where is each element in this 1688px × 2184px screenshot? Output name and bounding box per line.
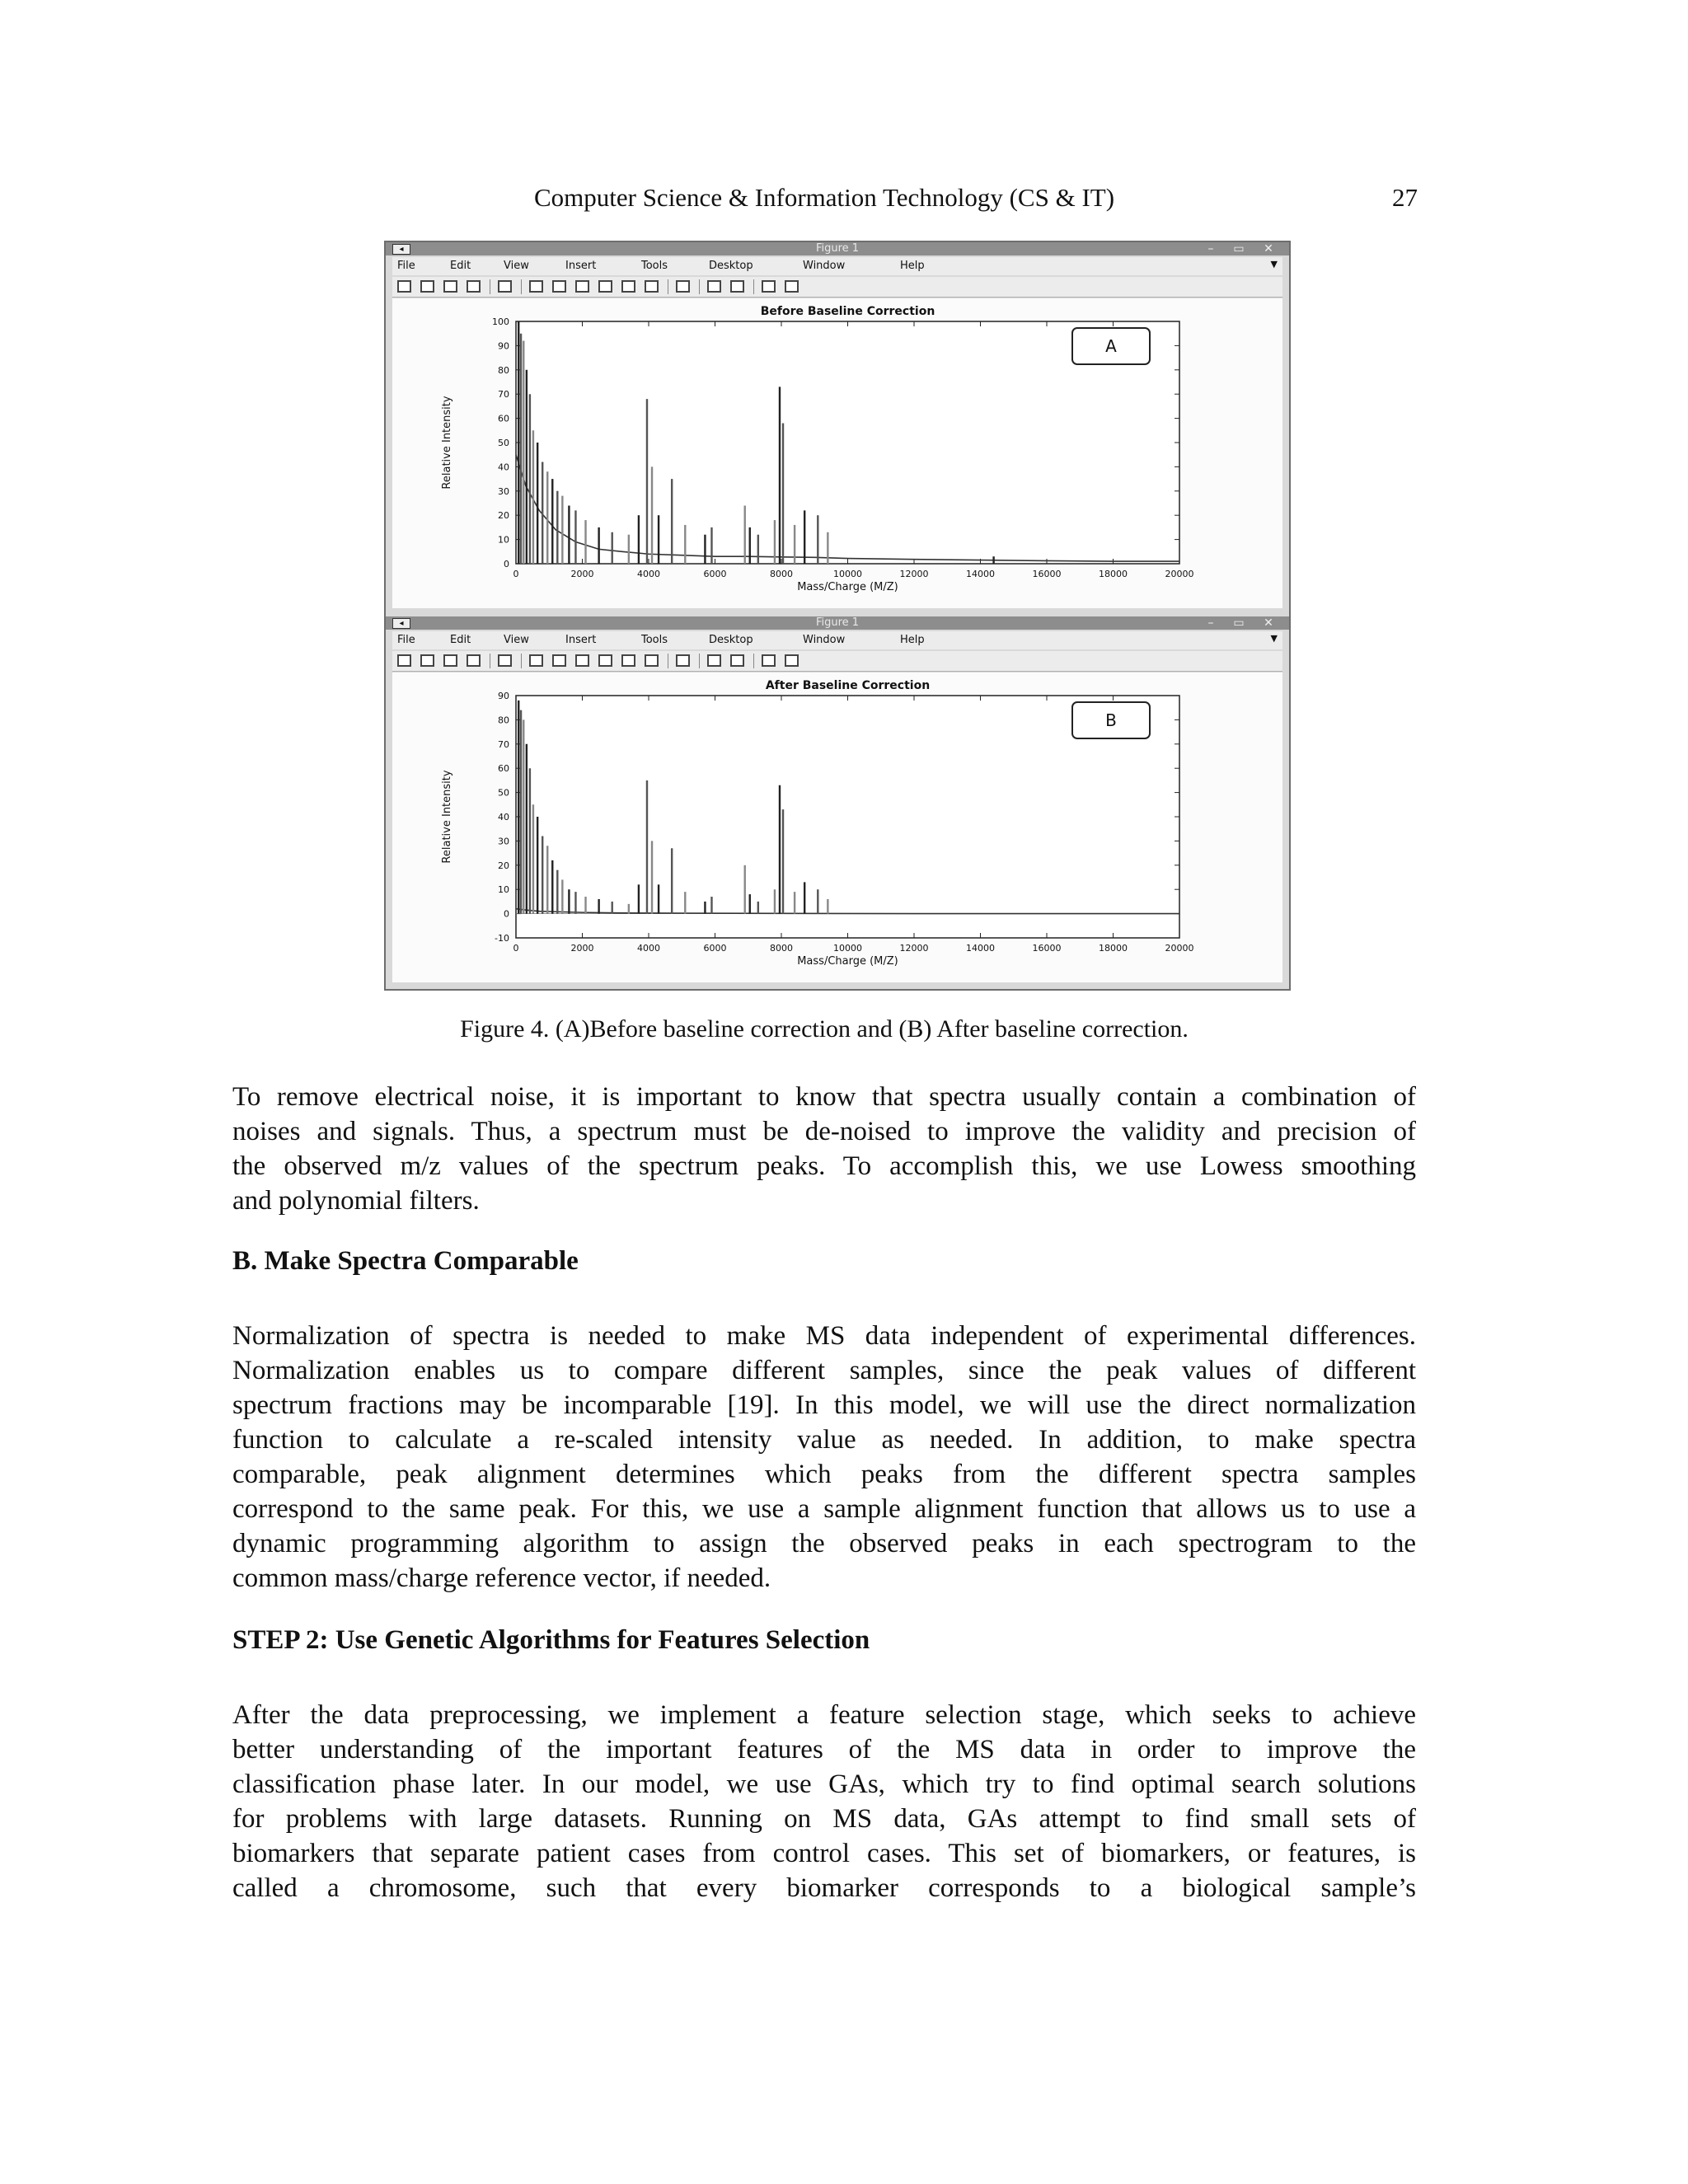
y-tick-label: 50 <box>498 787 509 799</box>
menu-file[interactable]: File <box>397 260 415 272</box>
zoom-in-icon[interactable] <box>529 654 543 667</box>
text-line: Normalization enables us to compare different samples, since the peak values of different <box>232 1356 1416 1385</box>
show-plot-tools-icon[interactable] <box>785 280 799 293</box>
y-tick-label: 10 <box>498 534 509 546</box>
window-title: Figure 1 <box>815 616 860 629</box>
y-tick-label: 20 <box>498 510 509 522</box>
zoom-in-icon[interactable] <box>529 280 543 293</box>
open-file-icon[interactable] <box>420 280 434 293</box>
menu-tools[interactable]: Tools <box>641 634 668 646</box>
chart-title: After Baseline Correction <box>765 679 931 692</box>
x-tick-label: 2000 <box>570 943 594 954</box>
text-line: common mass/charge reference vector, if needed. <box>232 1563 771 1593</box>
y-tick-label: 90 <box>498 340 509 352</box>
y-tick-label: 80 <box>498 364 509 376</box>
text-line: Normalization of spectra is needed to make MS data independent of experimental differences. <box>232 1321 1416 1351</box>
minimize-icon[interactable]: – <box>1207 616 1214 630</box>
x-tick-label: 6000 <box>703 943 727 954</box>
hide-plot-tools-icon[interactable] <box>762 280 776 293</box>
new-figure-icon[interactable] <box>397 280 411 293</box>
window-menu-icon[interactable]: ◂ <box>392 618 410 629</box>
x-tick-label: 18000 <box>1099 943 1128 954</box>
x-tick-label: 0 <box>513 569 519 579</box>
x-tick-label: 20000 <box>1165 943 1194 954</box>
toolbar <box>392 651 1282 672</box>
y-tick-label: 30 <box>498 485 509 497</box>
x-tick-label: 8000 <box>770 569 793 579</box>
window-titlebar <box>386 616 1289 630</box>
text-line: correspond to the same peak. For this, we use a sample alignment function that allows us to use a <box>232 1494 1416 1524</box>
menu-help[interactable]: Help <box>900 260 925 272</box>
menubar-overflow-icon[interactable]: ▼ <box>1270 259 1278 269</box>
paragraph-feature-selection <box>232 1698 1416 1905</box>
maximize-icon[interactable]: ▭ <box>1233 616 1245 630</box>
text-line: noises and signals. Thus, a spectrum must be de-noised to improve the validity and precision of <box>232 1117 1416 1146</box>
window-title: Figure 1 <box>815 242 860 255</box>
y-tick-label: 40 <box>498 812 509 823</box>
menubar <box>392 631 1282 649</box>
save-icon[interactable] <box>443 654 457 667</box>
menu-tools[interactable]: Tools <box>641 260 668 272</box>
text-line: called a chromosome, such that every biomarker corresponds to a biological sample’s <box>232 1873 1416 1903</box>
pan-icon[interactable] <box>575 280 589 293</box>
menu-window[interactable]: Window <box>803 260 846 272</box>
x-tick-label: 14000 <box>966 569 995 579</box>
text-line: and polynomial filters. <box>232 1186 480 1216</box>
x-tick-label: 10000 <box>833 943 862 954</box>
x-tick-label: 12000 <box>899 943 929 954</box>
figure-window-a <box>386 242 1289 615</box>
x-tick-label: 20000 <box>1165 569 1194 579</box>
insert-colorbar-icon[interactable] <box>707 654 721 667</box>
zoom-out-icon[interactable] <box>552 280 566 293</box>
x-tick-label: 18000 <box>1099 569 1128 579</box>
insert-legend-icon[interactable] <box>730 280 744 293</box>
new-figure-icon[interactable] <box>397 654 411 667</box>
y-axis-label: Relative Intensity <box>441 396 453 490</box>
x-tick-label: 0 <box>513 943 519 954</box>
figure-caption: Figure 4. (A)Before baseline correction and (B) After baseline correction. <box>460 1015 1189 1043</box>
menu-edit[interactable]: Edit <box>450 260 471 272</box>
x-tick-label: 4000 <box>637 943 660 954</box>
y-tick-label: -10 <box>495 933 509 944</box>
insert-legend-icon[interactable] <box>730 654 744 667</box>
y-tick-label: 80 <box>498 715 509 726</box>
close-icon[interactable]: ✕ <box>1264 616 1273 630</box>
x-tick-label: 12000 <box>899 569 929 579</box>
menu-desktop[interactable]: Desktop <box>709 634 753 646</box>
toolbar <box>392 277 1282 298</box>
minimize-icon[interactable]: – <box>1207 242 1214 255</box>
close-icon[interactable]: ✕ <box>1264 242 1273 255</box>
hide-plot-tools-icon[interactable] <box>762 654 776 667</box>
y-tick-label: 70 <box>498 738 509 750</box>
running-title: Computer Science & Information Technology (CS & IT) <box>533 183 1115 212</box>
text-line: for problems with large datasets. Running on MS data, GAs attempt to find small sets of <box>232 1804 1416 1834</box>
x-tick-label: 16000 <box>1032 943 1062 954</box>
edit-plot-icon[interactable] <box>498 280 512 293</box>
menu-window[interactable]: Window <box>803 634 846 646</box>
paragraph-denoising <box>232 1080 1416 1218</box>
pan-icon[interactable] <box>575 654 589 667</box>
y-tick-label: 90 <box>498 691 509 701</box>
data-cursor-icon[interactable] <box>621 654 635 667</box>
edit-plot-icon[interactable] <box>498 654 512 667</box>
x-tick-label: 16000 <box>1032 569 1062 579</box>
link-plot-icon[interactable] <box>676 654 690 667</box>
brush-icon[interactable] <box>645 280 659 293</box>
rotate-icon[interactable] <box>598 654 612 667</box>
x-tick-label: 2000 <box>570 569 594 579</box>
menubar-overflow-icon[interactable]: ▼ <box>1270 633 1278 644</box>
x-tick-label: 6000 <box>703 569 727 579</box>
page-number: 27 <box>1392 183 1418 212</box>
paragraph-normalization <box>232 1319 1416 1596</box>
y-tick-label: 40 <box>498 462 509 473</box>
brush-icon[interactable] <box>645 654 659 667</box>
x-tick-label: 10000 <box>833 569 862 579</box>
y-tick-label: 50 <box>498 438 509 448</box>
section-heading-step-2: STEP 2: Use Genetic Algorithms for Features Selection <box>232 1625 870 1655</box>
text-line: To remove electrical noise, it is important to know that spectra usually contain a combination of <box>232 1082 1416 1112</box>
y-tick-label: 0 <box>504 559 509 569</box>
menu-edit[interactable]: Edit <box>450 634 471 646</box>
menu-insert[interactable]: Insert <box>565 634 597 646</box>
y-tick-label: 20 <box>498 860 509 871</box>
rotate-icon[interactable] <box>598 280 612 293</box>
chart-before-baseline <box>392 298 1282 607</box>
plot-area <box>392 673 1282 982</box>
text-line: better understanding of the important features of the MS data in order to improve the <box>232 1735 1416 1765</box>
menu-view[interactable]: View <box>504 260 529 272</box>
maximize-icon[interactable]: ▭ <box>1233 242 1245 255</box>
section-heading-make-spectra-comparable: B. Make Spectra Comparable <box>232 1246 579 1276</box>
y-tick-label: 100 <box>492 316 509 327</box>
x-tick-label: 4000 <box>637 569 660 579</box>
text-line: After the data preprocessing, we implement a feature selection stage, which seeks to achieve <box>232 1700 1416 1730</box>
print-icon[interactable] <box>467 654 481 667</box>
text-line: the observed m/z values of the spectrum peaks. To accomplish this, we use Lowess smoothing <box>232 1151 1416 1181</box>
panel-label: B <box>1105 710 1117 730</box>
y-tick-label: 10 <box>498 884 509 896</box>
x-axis-label: Mass/Charge (M/Z) <box>797 955 898 968</box>
open-file-icon[interactable] <box>420 654 434 667</box>
plot-area <box>392 298 1282 608</box>
zoom-out-icon[interactable] <box>552 654 566 667</box>
y-tick-label: 0 <box>504 908 509 920</box>
show-plot-tools-icon[interactable] <box>785 654 799 667</box>
menu-desktop[interactable]: Desktop <box>709 260 753 272</box>
text-line: classification phase later. In our model, we use GAs, which try to find optimal search solutions <box>232 1769 1416 1799</box>
menubar <box>392 257 1282 275</box>
figure-window-b <box>386 616 1289 989</box>
x-tick-label: 14000 <box>966 943 995 954</box>
y-tick-label: 60 <box>498 413 509 424</box>
y-tick-label: 60 <box>498 763 509 775</box>
insert-colorbar-icon[interactable] <box>707 280 721 293</box>
menu-help[interactable]: Help <box>900 634 925 646</box>
figure-4 <box>384 241 1291 991</box>
save-icon[interactable] <box>443 280 457 293</box>
print-icon[interactable] <box>467 280 481 293</box>
link-plot-icon[interactable] <box>676 280 690 293</box>
text-line: dynamic programming algorithm to assign the observed peaks in each spectrogram to the <box>232 1529 1416 1558</box>
y-tick-label: 30 <box>498 836 509 847</box>
data-cursor-icon[interactable] <box>621 280 635 293</box>
chart-after-baseline <box>392 673 1282 981</box>
text-line: comparable, peak alignment determines which peaks from the different spectra samples <box>232 1460 1416 1489</box>
menu-insert[interactable]: Insert <box>565 260 597 272</box>
window-titlebar <box>386 242 1289 255</box>
x-tick-label: 8000 <box>770 943 793 954</box>
panel-label: A <box>1105 336 1117 356</box>
menu-file[interactable]: File <box>397 634 415 646</box>
chart-title: Before Baseline Correction <box>760 305 935 318</box>
text-line: function to calculate a re-scaled intensity value as needed. In addition, to make spectra <box>232 1425 1416 1455</box>
text-line: biomarkers that separate patient cases from control cases. This set of biomarkers, or features, is <box>232 1839 1416 1868</box>
text-line: spectrum fractions may be incomparable [19]. In this model, we will use the direct normalization <box>232 1390 1416 1420</box>
running-header <box>231 183 1418 223</box>
y-tick-label: 70 <box>498 389 509 401</box>
menu-view[interactable]: View <box>504 634 529 646</box>
window-menu-icon[interactable]: ◂ <box>392 244 410 255</box>
x-axis-label: Mass/Charge (M/Z) <box>797 581 898 593</box>
y-axis-label: Relative Intensity <box>441 770 453 864</box>
